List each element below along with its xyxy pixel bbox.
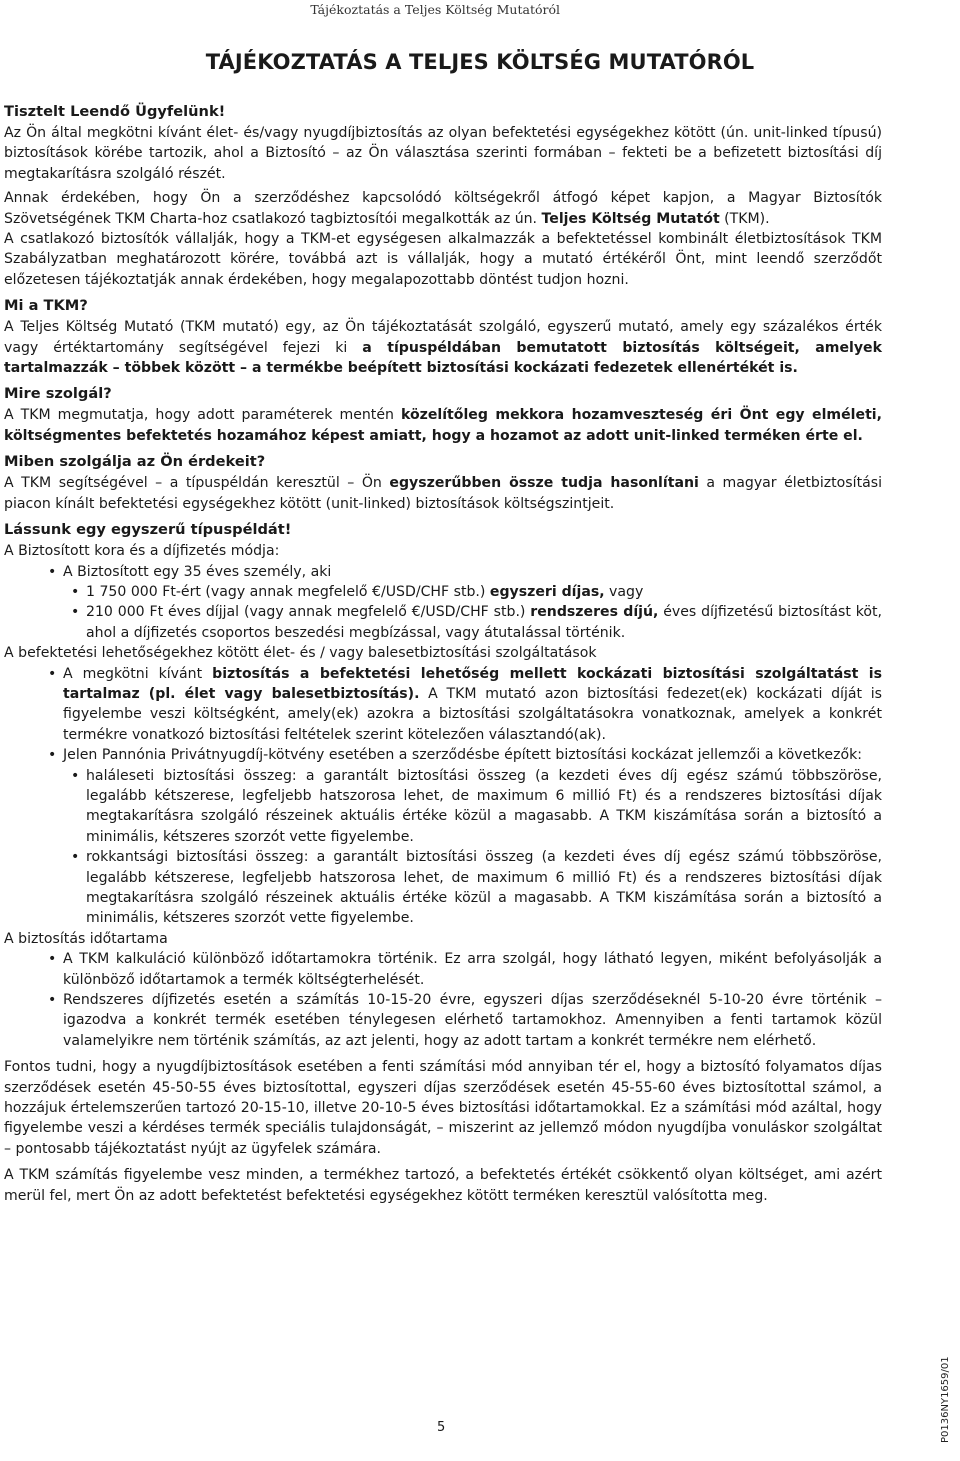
text: A TKM mutató azon biztosítási fedezet(ek) kockázati díját is figyelembe veszi költségként, amely(ek) azokra a biztosítási szolgáltatásokra vonatkoznak, amelyek a konkrét termékre vonatkozó biztosítási feltételek szerint kötelezően választandó(ak). [63, 685, 882, 743]
emphasis: egyszerűbben össze tudja hasonlítani [389, 475, 699, 492]
purpose-paragraph [4, 405, 882, 446]
intro-paragraph-tkm [4, 188, 882, 229]
text: vagy [604, 583, 644, 600]
list-item [4, 745, 882, 765]
text: a magyar életbiztosítási piacon kínált befektetési egységekhez kötött (unit-linked) biztosítások költségszintjeit. [4, 475, 882, 512]
text: rokkantsági biztosítási összeg: a garantált biztosítási összeg (a kezdeti éves díj egész számú többszöröse, legalább kétszerese, legfeljebb hatszorosa lehet, de maximum 6 millió Ft) és a rendszeres biztosítási díjak megtakarításra szolgáló részeinek aktuális értéke közül a magasabb. A TKM kiszámítása során a biztosító a minimális, kétszeres szorzót vette figyelembe. [86, 849, 882, 927]
section-heading-what: Mi a TKM? [4, 297, 88, 315]
text: A TKM segítségével – a típuspéldán keresztül – Ön [4, 475, 390, 492]
list-item-single-premium [4, 582, 882, 602]
page-title: TÁJÉKOZTATÁS A TELJES KÖLTSÉG MUTATÓRÓL [205, 50, 755, 74]
emphasis: egyszeri díjas, [489, 583, 605, 600]
emphasis: közelítőleg mekkora hozamveszteség éri Önt egy elméleti, költségmentes befektetés hozamához képest amiatt, hogy a hozamot az adott unit-linked terméken érte el. [4, 407, 882, 444]
text: A megkötni kívánt [63, 665, 213, 682]
interest-paragraph [4, 473, 882, 514]
services-list [4, 664, 882, 766]
tkm-name: Teljes Költség Mutatót [541, 210, 720, 227]
section-heading-interest: Miben szolgálja az Ön érdekeit? [4, 453, 266, 471]
list-item [4, 949, 882, 990]
text: Rendszeres díjfizetés esetén a számítás 10-15-20 évre, egyszeri díjas szerződéseknél 5-10-20 évre történik – igazodva a konkrét termék esetében ténylegesen elérhető tartamokhoz. Amennyiben a fenti tartamok közül valamelyikre nem történik számítás, az azt jelenti, hogy az adott tartam a konkrét termékre nem elérhető. [63, 992, 882, 1049]
closing-paragraph-pension: Fontos tudni, hogy a nyugdíjbiztosítások esetében a fenti számítási mód annyiban tér el, hogy a biztosító folyamatos díjas szerződések esetén 45-50-55 éves biztosítottal, egyszeri díjas szerződések esetén 45-55-60 éves biztosítottal számol, a hozzájuk értelemszerűen tartozó 20-15-10, illetve 20-10-5 éves biztosítási időtartamokkal. Ez a számítási mód azáltal, hogy figyelembe veszi a kérdéses termék speciális tulajdonságát, – miszerint az jellemző módon nyugdíjba vonuláskor szolgáltat – pontosabb tájékoztatást nyújt az ügyfelek számára. [4, 1059, 882, 1157]
list-item [4, 990, 882, 1051]
running-header: Tájékoztatás a Teljes Költség Mutatóról [310, 2, 560, 17]
text: A Teljes Költség Mutató (TKM mutató) egy, az Ön tájékoztatását szolgáló, egyszerű mutató, amely egy százalékos érték vagy értéktartomány segítségével fejezi ki [4, 319, 882, 356]
duration-list [4, 949, 882, 1051]
emphasis: biztosítás a befektetési lehetőség mellett kockázati biztosítási szolgáltatást is tartalmaz (pl. élet vagy balesetbiztosítás). [63, 665, 882, 702]
text: A Biztosított egy 35 éves személy, aki [63, 563, 332, 580]
insured-list [4, 562, 882, 582]
section-heading-example: Lássunk egy egyszerű típuspéldát! [4, 521, 292, 539]
text: Annak érdekében, hogy Ön a szerződéshez kapcsolódó költségekről átfogó képet kapjon, a Magyar Biztosítók Szövetségének TKM Charta-hoz csatlakozó tagbiztosítói megalkották az ún. [4, 190, 882, 227]
what-paragraph [4, 317, 882, 378]
text: A TKM megmutatja, hogy adott paraméterek mentén [4, 407, 401, 424]
emphasis: rendszeres díjú, [530, 604, 659, 621]
risk-features-list [4, 766, 882, 929]
duration-label: A biztosítás időtartama [4, 930, 168, 947]
text: (TKM). [719, 210, 770, 227]
emphasis: a típuspéldában bemutatott biztosítás költségeit, amelyek tartalmazzák – többek között – a termékbe beépített biztosítási kockázati fedezetek ellenértékét is. [4, 339, 882, 377]
document-code: P0136NY1659/01 [940, 1356, 951, 1443]
list-item-regular-premium [4, 602, 882, 643]
list-item [4, 562, 882, 582]
text: 210 000 Ft éves díjjal (vagy annak megfelelő €/USD/CHF stb.) [86, 604, 531, 621]
closing-paragraph-costs: A TKM számítás figyelembe vesz minden, a termékhez tartozó, a befektetés értékét csökkentő olyan költséget, ami azért merül fel, mert Ön az adott befektetést befektetési egységekhez kötött terméken keresztül valósította meg. [4, 1167, 882, 1204]
list-item [4, 664, 882, 746]
text: 1 750 000 Ft-ért (vagy annak megfelelő €/USD/CHF stb.) [86, 583, 490, 600]
insured-label: A Biztosított kora és a díjfizetés módja: [4, 543, 280, 560]
greeting: Tisztelt Leendő Ügyfelünk! [4, 103, 226, 120]
text: haláleseti biztosítási összeg: a garantált biztosítási összeg (a kezdeti éves díj egész számú többszöröse, legalább kétszerese, legfeljebb hatszorosa lehet, de maximum 6 millió Ft) és a rendszeres biztosítási díjak megtakarításra szolgáló részeinek aktuális értéke közül a magasabb. A TKM kiszámítása során a biztosító a minimális, kétszeres szorzót vette figyelembe. [86, 767, 882, 845]
text: éves díjfizetésű biztosítást köt, ahol a díjfizetés csoportos beszedési megbízással, vagy átutalással történik. [86, 604, 882, 641]
services-label: A befektetési lehetőségekhez kötött élet- és / vagy balesetbiztosítási szolgáltatások [4, 645, 597, 662]
list-item-disability-benefit [4, 847, 882, 929]
text: Jelen Pannónia Privátnyugdíj-kötvény esetében a szerződésbe épített biztosítási kockázat jellemzői a következők: [63, 747, 863, 764]
premium-list [4, 582, 882, 643]
document-body [4, 101, 882, 1206]
page-number: 5 [437, 1420, 446, 1435]
section-heading-purpose: Mire szolgál? [4, 385, 112, 403]
intro-paragraph-commitment: A csatlakozó biztosítók vállalják, hogy a TKM-et egységesen alkalmazzák a befektetéssel kombinált életbiztosítások TKM Szabályzatban meghatározott körére, továbbá azt is vállalják, hogy a mutató értékéről Önt, mint leendő szerződőt előzetesen tájékoztatják annak érdekében, hogy megalapozottabb döntést tudjon hozni. [4, 231, 882, 288]
intro-paragraph: Az Ön által megkötni kívánt élet- és/vagy nyugdíjbiztosítás az olyan befektetési egységekhez kötött (ún. unit-linked típusú) biztosítások körébe tartozik, ahol a Biztosító – az Ön választása szerinti formában – fekteti be a befizetett biztosítási díj megtakarításra szolgáló részét. [4, 125, 882, 182]
list-item-death-benefit [4, 766, 882, 848]
text: A TKM kalkuláció különböző időtartamokra történik. Ez arra szolgál, hogy látható legyen, miként befolyásolják a különböző időtartamok a termék költségterhelését. [63, 951, 882, 988]
